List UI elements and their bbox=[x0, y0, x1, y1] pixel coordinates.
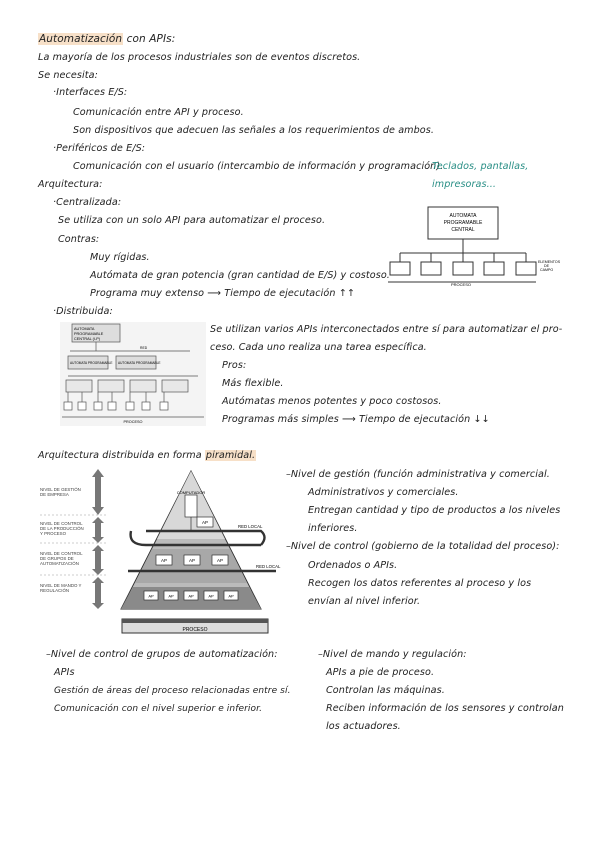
pyr-ap-b5: AP bbox=[228, 593, 234, 599]
pyramid-figure bbox=[36, 465, 286, 641]
piramide-title-highlight: piramidal. bbox=[205, 450, 256, 461]
distribuida-heading: ·Distribuida: bbox=[53, 306, 113, 317]
pyr-red-local-1: RED LOCAL bbox=[238, 524, 263, 529]
pro-3: Programas más simples ⟶ Tiempo de ejecutación ↓↓ bbox=[222, 414, 490, 425]
control-l2: Recogen los datos referentes al proceso y los bbox=[308, 578, 532, 589]
pro-2: Autómatas menos potentes y poco costosos. bbox=[222, 396, 442, 407]
mando-l2: Controlan las máquinas. bbox=[326, 685, 445, 696]
contra-2: Autómata de gran potencia (gran cantidad de E/S) y costoso. bbox=[90, 270, 390, 281]
fig-central-side2: DE bbox=[544, 264, 549, 268]
fig-central-side1: ELEMENTOS bbox=[538, 260, 561, 264]
pyr-red-local-2: RED LOCAL bbox=[256, 564, 281, 569]
title-rest: con APIs: bbox=[123, 33, 176, 45]
control-l1: Ordenados o APIs. bbox=[308, 560, 398, 571]
perifericos-heading: ·Periféricos de E/S: bbox=[53, 143, 146, 154]
mando-l3: Reciben información de los sensores y controlan bbox=[326, 703, 564, 714]
centralizada-desc: Se utiliza con un solo API para automatizar el proceso. bbox=[58, 215, 326, 226]
pyr-lvl2b: DE LA PRODUCCIÓN bbox=[40, 526, 84, 531]
interfaces-line1: Comunicación entre API y proceso. bbox=[73, 107, 244, 118]
fig-central-side3: CAMPO bbox=[540, 268, 554, 272]
distributed-architecture-figure bbox=[60, 322, 206, 426]
control-l3: envían al nivel inferior. bbox=[308, 596, 421, 607]
arquitectura-heading: Arquitectura: bbox=[38, 179, 103, 190]
pyr-lvl1b: DE EMPRESA bbox=[40, 492, 69, 497]
piramide-title bbox=[38, 450, 256, 462]
title-highlight: Automatización bbox=[39, 33, 123, 45]
pyr-ap-m1: AP bbox=[160, 558, 168, 563]
fig-central-box2: PROGRAMABLE bbox=[443, 220, 483, 226]
pros-label: Pros: bbox=[222, 360, 247, 371]
pyr-ap-b2: AP bbox=[168, 593, 174, 599]
grupos-heading: –Nivel de control de grupos de automatización: bbox=[46, 649, 278, 660]
pyr-lvl2c: Y PROCESO bbox=[40, 531, 67, 536]
fig-dist-red: RED bbox=[140, 346, 148, 350]
fig-central-box3: CENTRAL bbox=[451, 227, 475, 233]
mando-l4: los actuadores. bbox=[326, 721, 401, 732]
fig-dist-mid1: AUTOMATA PROGRAMABLE bbox=[70, 361, 113, 365]
pyr-lvl4a: NIVEL DE MANDO Y bbox=[40, 583, 82, 588]
distribuida-desc1: Se utilizan varios APIs interconectados entre sí para automatizar el pro- bbox=[210, 324, 563, 335]
grupos-l2: Gestión de áreas del proceso relacionadas entre sí. bbox=[54, 686, 291, 696]
fig-central-box1: AUTOMATA bbox=[449, 213, 477, 219]
gestion-l3: inferiores. bbox=[308, 523, 358, 534]
pyr-ap-m3: AP bbox=[216, 558, 224, 563]
interfaces-heading: ·Interfaces E/S: bbox=[53, 87, 128, 98]
pyr-lvl3c: AUTOMATIZACIÓN bbox=[40, 561, 79, 566]
intro-text: La mayoría de los procesos industriales son de eventos discretos. bbox=[38, 52, 361, 63]
pyr-ap-b4: AP bbox=[208, 593, 214, 599]
perifericos-line1: Comunicación con el usuario (intercambio de información y programación). bbox=[73, 161, 444, 172]
grupos-l3: Comunicación con el nivel superior e inferior. bbox=[54, 704, 263, 714]
pyr-ap-m2: AP bbox=[188, 558, 196, 563]
perifericos-note1: Teclados, pantallas, bbox=[432, 161, 529, 172]
pyr-lvl3a: NIVEL DE CONTROL bbox=[40, 551, 83, 556]
gestion-heading: –Nivel de gestión (función administrativa y comercial. bbox=[286, 469, 550, 480]
pyr-ap-b1: AP bbox=[148, 593, 154, 599]
contras-label: Contras: bbox=[58, 234, 100, 245]
centralizada-heading: ·Centralizada: bbox=[53, 197, 122, 208]
mando-heading: –Nivel de mando y regulación: bbox=[318, 649, 467, 660]
pyr-lvl3b: DE GRUPOS DE bbox=[40, 556, 74, 561]
pyr-lvl4b: REGULACIÓN bbox=[40, 588, 70, 593]
control-heading: –Nivel de control (gobierno de la totalidad del proceso): bbox=[286, 541, 560, 552]
pyr-lvl1a: NIVEL DE GESTIÓN bbox=[40, 487, 81, 492]
fig-dist-top1: AUTOMATA bbox=[74, 327, 95, 331]
fig-dist-mid2: AUTOMATA PROGRAMABLE bbox=[118, 361, 161, 365]
contra-3: Programa muy extenso ⟶ Tiempo de ejecutación ↑↑ bbox=[90, 288, 355, 299]
gestion-l1: Administrativos y comerciales. bbox=[308, 487, 459, 498]
fig-central-bottom: PROCESO bbox=[450, 282, 472, 287]
interfaces-line2: Son dispositivos que adecuen las señales a los requerimientos de ambos. bbox=[73, 125, 435, 136]
pyr-lvl2a: NIVEL DE CONTROL bbox=[40, 521, 83, 526]
se-necesita: Se necesita: bbox=[38, 70, 98, 81]
pyr-ap-b3: AP bbox=[188, 593, 194, 599]
page-title bbox=[38, 33, 175, 45]
central-architecture-figure bbox=[386, 205, 564, 287]
pyr-ap-top: AP bbox=[201, 520, 209, 525]
fig-dist-top3: CENTRAL (I-P) bbox=[74, 337, 101, 341]
mando-l1: APIs a pie de proceso. bbox=[326, 667, 435, 678]
piramide-title-rest: Arquitectura distribuida en forma bbox=[38, 450, 205, 461]
pyr-computer: COMPUTADOR bbox=[176, 490, 206, 495]
distribuida-desc2: ceso. Cada uno realiza una tarea específica. bbox=[210, 342, 427, 353]
contra-1: Muy rígidas. bbox=[90, 252, 150, 263]
pro-1: Más flexible. bbox=[222, 378, 284, 389]
grupos-l1: APIs bbox=[54, 667, 75, 678]
fig-dist-bottom: PROCESO bbox=[123, 420, 143, 424]
fig-dist-top2: PROGRAMABLE bbox=[74, 332, 104, 336]
pyr-proceso: PROCESO bbox=[182, 627, 208, 633]
perifericos-note2: impresoras... bbox=[432, 179, 497, 190]
gestion-l2: Entregan cantidad y tipo de productos a los niveles bbox=[308, 505, 561, 516]
